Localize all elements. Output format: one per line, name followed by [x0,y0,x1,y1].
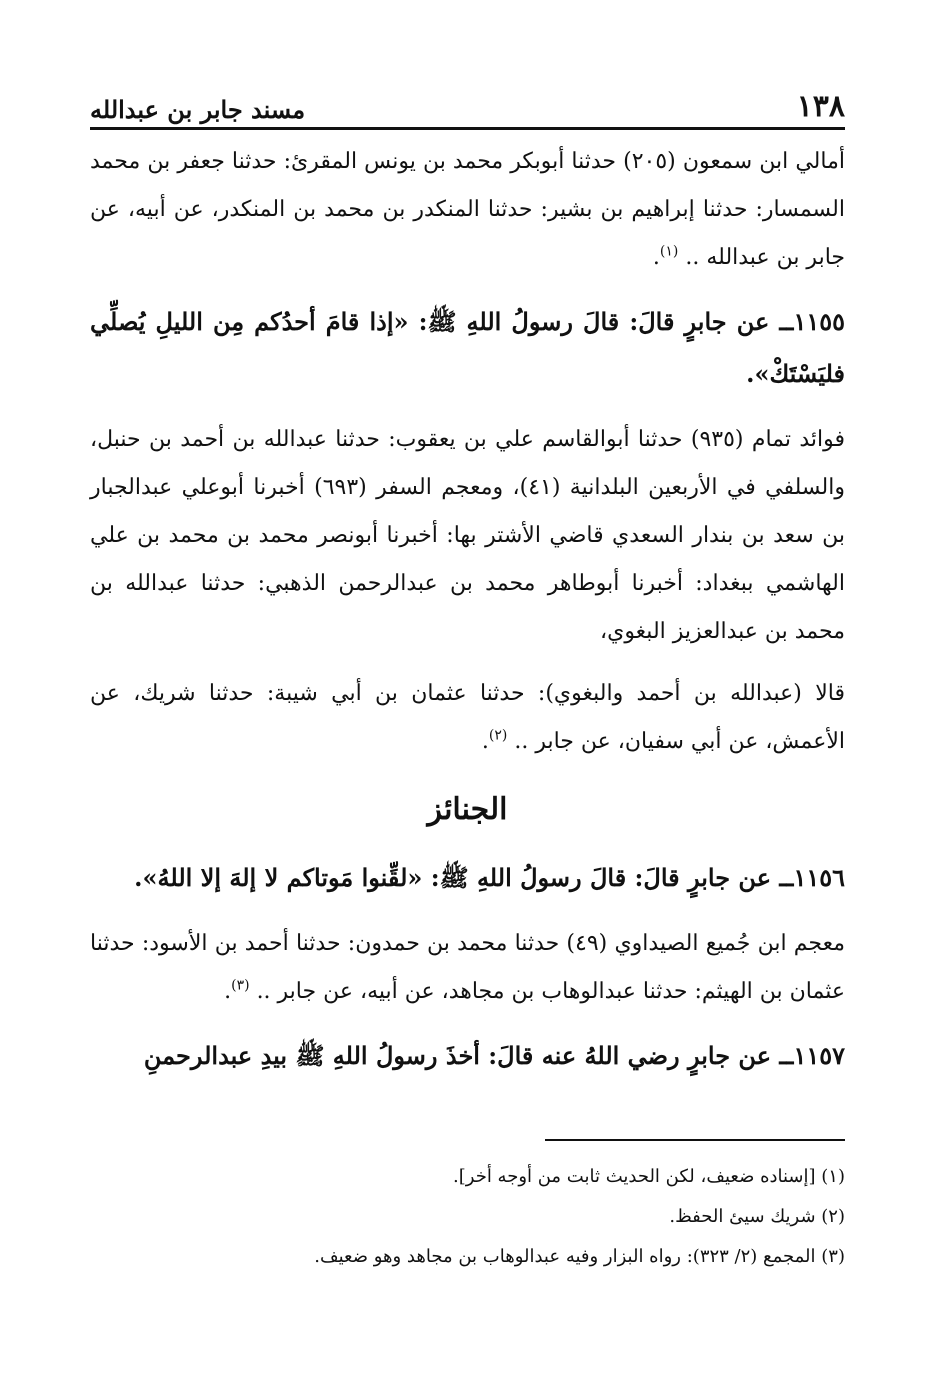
footnote-marker-3: (٣) [231,977,250,994]
footnote-marker-1: (١) [659,243,679,260]
source-paragraph-4: معجم ابن جُميع الصيداوي (٤٩) حدثنا محمد بن حمدون: حدثنا أحمد بن الأسود: حدثنا عثمان بن الهيثم: حدثنا عبدالوهاب بن مجاهد، عن أبيه، عن جابر .. $^{(٣)}$. [90,931,846,1004]
source-paragraph-3: قالا (عبدالله بن أحمد والبغوي): حدثنا عثمان بن أبي شيبة: حدثنا شريك، عن الأعمش، عن أبي سفيان، عن جابر .. $^{(٢)}$. [90,681,845,754]
main-text [90,138,845,1098]
source-paragraph-2: فوائد تمام (٩٣٥) حدثنا أبوالقاسم علي بن يعقوب: حدثنا عبدالله بن أحمد بن حنبل، والسلفي في الأربعين البلدانية (٤١)، ومعجم السفر (٦٩٣) أخبرنا أبوعلي عبدالجبار بن سعد بن بندار السعدي قاضي الأشتر بها: أخبرنا أبونصر محمد بن محمد بن علي الهاشمي ببغداد: أخبرنا أبوطاهر محمد بن عبدالرحمن الذهبي: حدثنا عبدالله بن محمد بن عبدالعزيز البغوي، [90,427,846,644]
footnote-2: (٢) شريك سيئ الحفظ. [669,1206,845,1227]
page-number: ١٣٨ [796,89,845,124]
section-title: الجنائز [427,792,508,827]
hadith-1157: ١١٥٧ــ عن جابرٍ رضي اللهُ عنه قالَ: أخذَ رسولُ اللهِ ﷺ بيدِ عبدالرحمنِ [143,1041,845,1070]
source-text-3: قالا (عبدالله بن أحمد والبغوي): حدثنا عثمان بن أبي شيبة: حدثنا شريك، عن الأعمش، عن أبي سفيان، عن جابر .. [90,681,845,754]
source-text-4: معجم ابن جُميع الصيداوي (٤٩) حدثنا محمد بن حمدون: حدثنا أحمد بن الأسود: حدثنا عثمان بن الهيثم: حدثنا عبدالوهاب بن مجاهد، عن أبيه، عن جابر .. [90,931,846,1004]
footnote-1: (١) [إسناده ضعيف، لكن الحديث ثابت من أوجه أخر]. [453,1166,845,1187]
footnote-rule [545,1139,845,1141]
footnotes [90,1157,845,1277]
header-rule [90,127,845,130]
page-header [90,78,845,124]
footnote-marker-2: (٢) [488,727,508,744]
hadith-1155: ١١٥٥ــ عن جابرٍ قالَ: قالَ رسولُ اللهِ ﷺ: «إذا قامَ أحدُكم مِن الليلِ يُصلِّي فليَسْتَكْ». [90,307,845,388]
source-text-1: أمالي ابن سمعون (٢٠٥) حدثنا أبوبكر محمد بن يونس المقرئ: حدثنا جعفر بن محمد السمسار: حدثنا إبراهيم بن بشير: حدثنا المنكدر بن محمد بن المنكدر، عن أبيه، عن جابر بن عبدالله .. [90,149,845,270]
hadith-1156: ١١٥٦ــ عن جابرٍ قالَ: قالَ رسولُ اللهِ ﷺ: «لقِّنوا مَوتاكم لا إلهَ إلا اللهُ». [134,863,845,892]
running-title: مسند جابر بن عبدالله [90,95,306,124]
footnote-3: (٣) المجمع (٢/ ٣٢٣): رواه البزار وفيه عبدالوهاب بن مجاهد وهو ضعيف. [314,1246,845,1267]
source-paragraph-1: أمالي ابن سمعون (٢٠٥) حدثنا أبوبكر محمد بن يونس المقرئ: حدثنا جعفر بن محمد السمسار: حدثنا إبراهيم بن بشير: حدثنا المنكدر بن محمد بن المنكدر، عن أبيه، عن جابر بن عبدالله .. $^{(١)}$. [90,149,845,270]
